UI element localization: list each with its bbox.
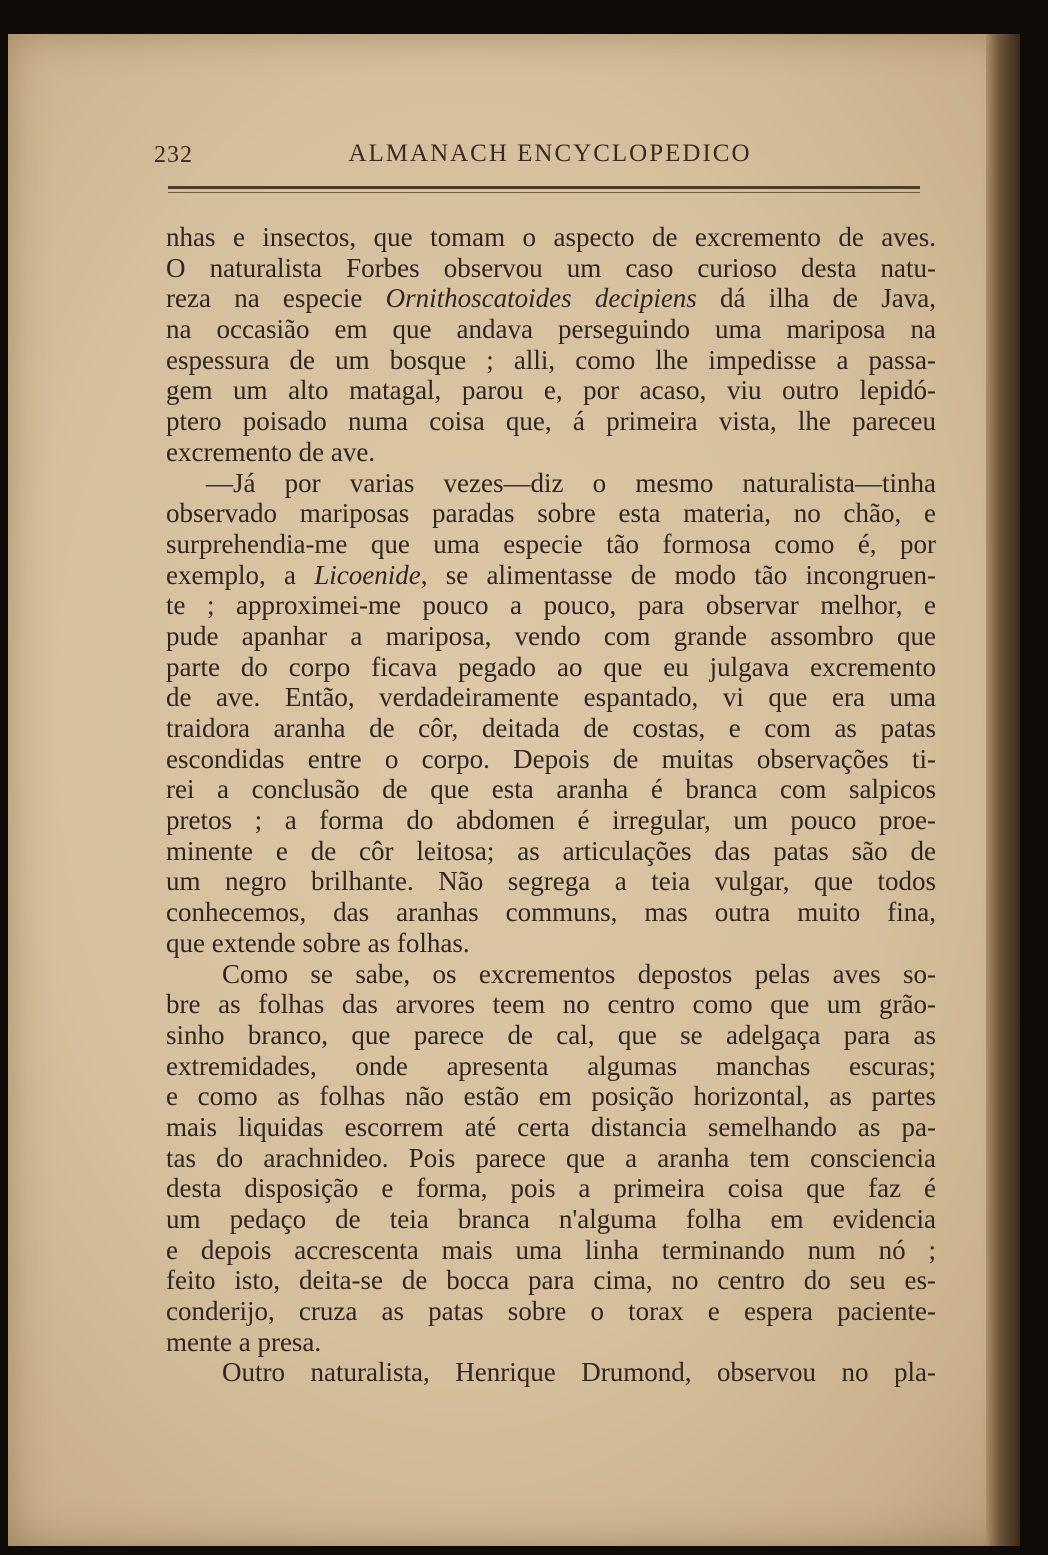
text-line: [166, 283, 936, 314]
text-line: traidora aranha de côr, deitada de costas, e com as patas: [166, 713, 936, 743]
text-line: pude apanhar a mariposa, vendo com grande assombro que: [166, 620, 936, 651]
text-line: surprehendia-me que uma especie tão formosa como é, por: [166, 528, 936, 559]
book-spine-shadow: [986, 34, 1020, 1546]
text-line: de ave. Então, verdadeiramente espantado, vi que era uma: [166, 682, 936, 713]
text-line: e como as folhas não estão em posição horizontal, as partes: [166, 1081, 936, 1112]
text-line: excremento de ave.: [166, 436, 376, 467]
text-line: tas do arachnideo. Pois parece que a aranha tem consciencia: [166, 1142, 936, 1173]
header-rule-thin: [168, 192, 920, 193]
text-line: e depois accrescenta mais uma linha terminando num nó ;: [166, 1234, 936, 1265]
text-line: feito isto, deita-se de bocca para cima, no centro do seu es-: [166, 1265, 936, 1296]
text-segment: , se alimentasse de modo tão incongruen-: [420, 559, 936, 590]
text-line: extremidades, onde apresenta algumas manchas escuras;: [166, 1050, 936, 1081]
text-line: mais liquidas escorrem até certa distancia semelhando as pa-: [166, 1111, 936, 1142]
header-rule: [168, 186, 920, 189]
text-line: sinho branco, que parece de cal, que se adelgaça para as: [166, 1019, 936, 1050]
text-line: na occasião em que andava perseguindo uma mariposa na: [166, 314, 936, 345]
text-segment: dá ilha de Java,: [696, 283, 936, 314]
text-line: observado mariposas paradas sobre esta materia, no chão, e: [166, 498, 936, 529]
text-segment: reza na especie: [166, 283, 386, 314]
text-line: um negro brilhante. Não segrega a teia vulgar, que todos: [166, 866, 936, 897]
text-line: Outro naturalista, Henrique Drumond, observou no pla-: [222, 1357, 936, 1388]
text-line: que extende sobre as folhas.: [166, 927, 470, 958]
text-segment: exemplo, a: [166, 559, 315, 590]
text-line: gem um alto matagal, parou e, por acaso, viu outro lepidó-: [166, 375, 936, 406]
text-line: te ; approximei-me pouco a pouco, para observar melhor, e: [166, 590, 936, 621]
text-line: espessura de um bosque ; alli, como lhe impedisse a passa-: [166, 344, 936, 375]
body-text: [166, 222, 936, 1388]
text-line: parte do corpo ficava pegado ao que eu julgava excremento: [166, 651, 936, 682]
running-head: ALMANACH ENCYCLOPEDICO: [348, 140, 752, 167]
text-line: nhas e insectos, que tomam o aspecto de excremento de aves.: [166, 222, 936, 252]
text-line: [166, 560, 936, 591]
text-line: O naturalista Forbes observou um caso curioso desta natu-: [166, 252, 936, 283]
text-line: bre as folhas das arvores teem no centro como que um grão-: [166, 989, 936, 1020]
text-line: conderijo, cruza as patas sobre o torax e espera paciente-: [166, 1296, 936, 1327]
text-line: —Já por varias vezes—diz o mesmo naturalista—tinha: [206, 467, 936, 498]
page-number: 232: [154, 142, 193, 168]
text-line: mente a presa.: [166, 1326, 322, 1357]
text-line: escondidas entre o corpo. Depois de muitas observações ti-: [166, 743, 936, 774]
text-line: um pedaço de teia branca n'alguma folha em evidencia: [166, 1204, 936, 1234]
text-line: Como se sabe, os excrementos depostos pelas aves so-: [222, 958, 936, 989]
text-line: pretos ; a forma do abdomen é irregular, um pouco proe-: [166, 805, 936, 836]
species-name: Ornithoscatoides decipiens: [385, 283, 697, 314]
text-line: rei a conclusão de que esta aranha é branca com salpicos: [166, 774, 936, 805]
text-line: ptero poisado numa coisa que, á primeira vista, lhe pareceu: [166, 406, 936, 437]
text-line: conhecemos, das aranhas communs, mas outra muito fina,: [166, 897, 936, 928]
text-line: minente e de côr leitosa; as articulações das patas são de: [166, 835, 936, 866]
text-line: desta disposição e forma, pois a primeira coisa que faz é: [166, 1173, 936, 1204]
species-name: Licoenide: [314, 559, 421, 590]
